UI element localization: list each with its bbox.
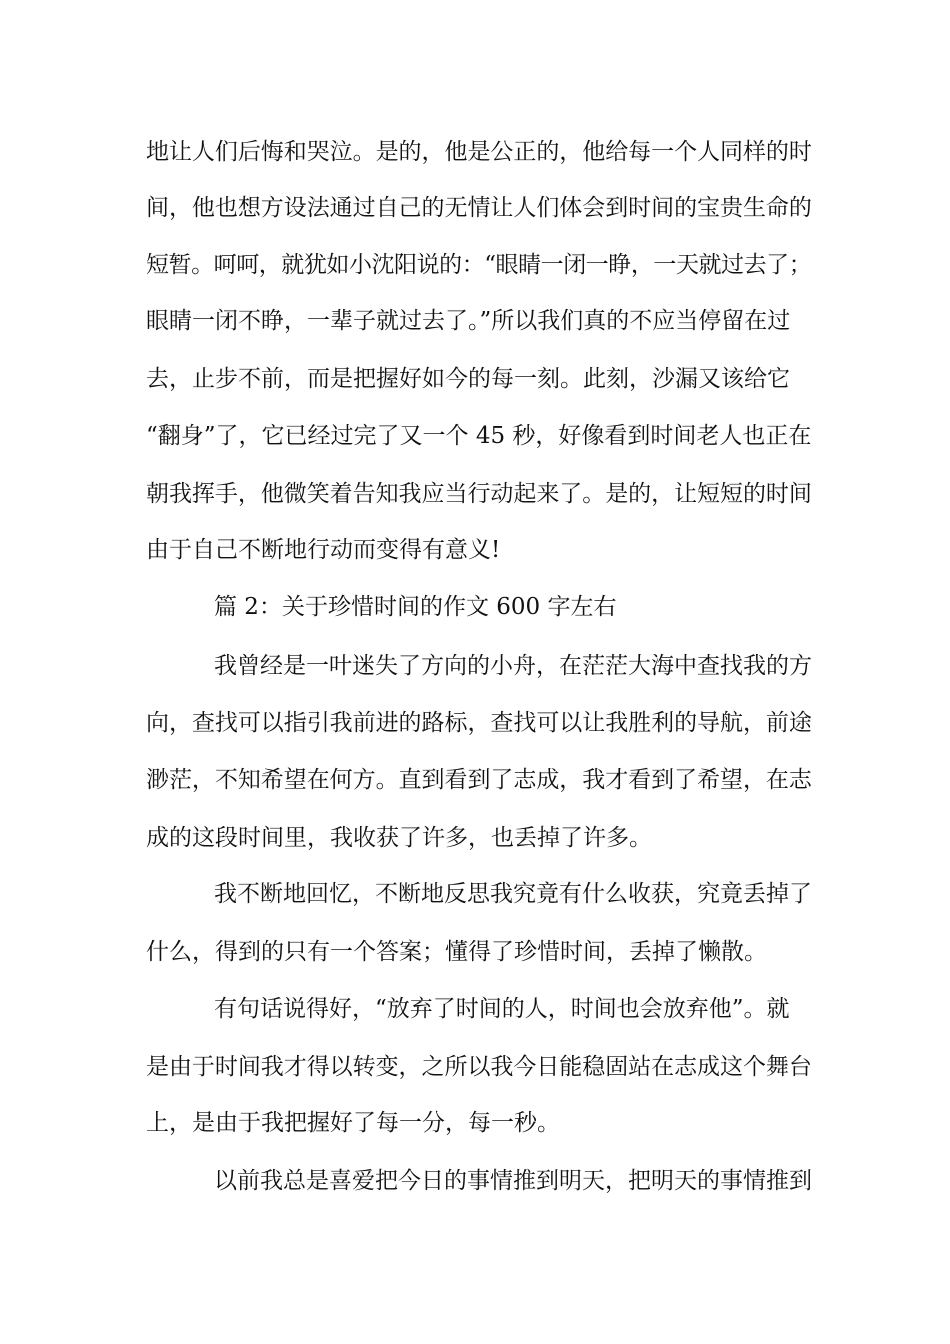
paragraph-line: 向，查找可以指引我前进的路标，查找可以让我胜利的导航，前途 (146, 710, 812, 736)
section-heading: 篇 2：关于珍惜时间的作文 600 字左右 (214, 594, 617, 620)
paragraph-line: 地让人们后悔和哭泣。是的，他是公正的，他给每一个人同样的时 (146, 139, 812, 165)
paragraph-line: 我曾经是一叶迷失了方向的小舟，在茫茫大海中查找我的方 (214, 653, 812, 679)
paragraph-line: 短暂。呵呵，就犹如小沈阳说的：“眼睛一闭一睁，一天就过去了； (146, 252, 812, 278)
paragraph-line: 成的这段时间里，我收获了许多，也丢掉了许多。 (146, 825, 652, 851)
paragraph-line: 是由于时间我才得以转变，之所以我今日能稳固站在志成这个舞台 (146, 1054, 812, 1080)
paragraph-line: 朝我挥手，他微笑着告知我应当行动起来了。是的，让短短的时间 (146, 481, 812, 507)
paragraph-line: 以前我总是喜爱把今日的事情推到明天，把明天的事情推到 (214, 1168, 812, 1194)
paragraph-line: 我不断地回忆，不断地反思我究竟有什么收获，究竟丢掉了 (214, 881, 812, 907)
paragraph-line: “翻身”了，它已经过完了又一个 45 秒，好像看到时间老人也正在 (146, 423, 812, 449)
paragraph-line: 由于自己不断地行动而变得有意义! (146, 537, 501, 563)
paragraph-line: 眼睛一闭不睁，一辈子就过去了。”所以我们真的不应当停留在过 (146, 308, 791, 334)
paragraph-line: 去，止步不前，而是把握好如今的每一刻。此刻，沙漏又该给它 (146, 366, 790, 392)
paragraph-line: 有句话说得好，“放弃了时间的人，时间也会放弃他”。就 (214, 996, 790, 1022)
paragraph-line: 间，他也想方设法通过自己的无情让人们体会到时间的宝贵生命的 (146, 195, 812, 221)
paragraph-line: 什么，得到的只有一个答案；懂得了珍惜时间，丢掉了懒散。 (146, 939, 767, 965)
paragraph-line: 上，是由于我把握好了每一分，每一秒。 (146, 1110, 560, 1136)
paragraph-line: 渺茫，不知希望在何方。直到看到了志成，我才看到了希望，在志 (146, 767, 812, 793)
